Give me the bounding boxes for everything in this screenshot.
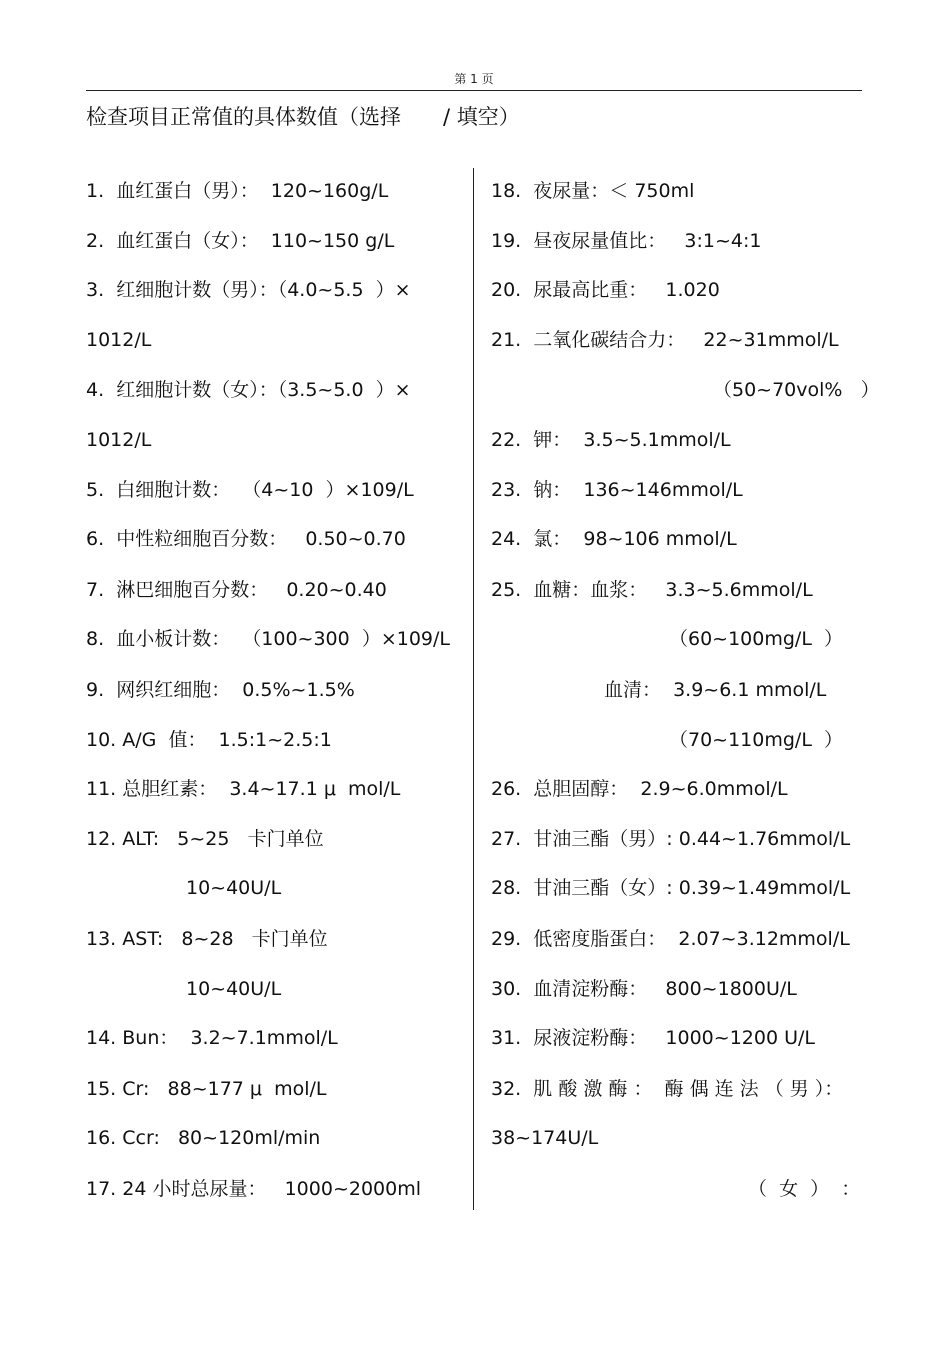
list-item: 25. 血糖：血浆： 3.3~5.6mmol/L: [491, 579, 813, 601]
list-item: 6. 中性粒细胞百分数： 0.50~0.70: [86, 528, 406, 550]
list-item-continuation: （50~70vol% ）: [713, 379, 880, 401]
list-item: 2. 血红蛋白（女）： 110~150 g/L: [86, 230, 395, 252]
column-divider: [473, 168, 474, 1210]
page-number: 第 1 页: [454, 72, 494, 86]
list-item: 31. 尿液淀粉酶： 1000~1200 U/L: [491, 1027, 815, 1049]
list-item: 16. Ccr: 80~120ml/min: [86, 1127, 321, 1149]
list-item: 5. 白细胞计数： （4~10 ）×109/L: [86, 479, 414, 501]
document-title: 检查项目正常值的具体数值（选择 / 填空）: [86, 105, 520, 129]
list-item: 17. 24 小时总尿量： 1000~2000ml: [86, 1178, 422, 1200]
list-item: 32. 肌 酸 激 酶 ： 酶 偶 连 法 （ 男 ）：: [491, 1078, 844, 1100]
list-item-continuation: （70~110mg/L ）: [669, 729, 843, 751]
list-item-continuation: 38~174U/L: [491, 1127, 599, 1149]
list-item: 27. 甘油三酯（男）: 0.44~1.76mmol/L: [491, 828, 851, 850]
list-item: 20. 尿最高比重： 1.020: [491, 279, 720, 301]
page-header: [86, 62, 862, 91]
list-item: 9. 网织红细胞： 0.5%~1.5%: [86, 679, 355, 701]
list-item-continuation: （60~100mg/L ）: [669, 628, 843, 650]
list-item-continuation: 10~40U/L: [186, 877, 282, 899]
list-item: 11. 总胆红素： 3.4~17.1 μ mol/L: [86, 778, 401, 800]
list-item: 29. 低密度脂蛋白： 2.07~3.12mmol/L: [491, 928, 850, 950]
list-item: 18. 夜尿量：＜ 750ml: [491, 180, 695, 202]
list-item-continuation: 10~40U/L: [186, 978, 282, 1000]
list-item: 13. AST: 8~28 卡门单位: [86, 928, 328, 950]
list-item: 19. 昼夜尿量值比： 3:1~4:1: [491, 230, 762, 252]
list-item: 30. 血清淀粉酶： 800~1800U/L: [491, 978, 797, 1000]
list-item-continuation: 血清： 3.9~6.1 mmol/L: [604, 679, 827, 701]
list-item: 4. 红细胞计数（女）：（3.5~5.0 ）×: [86, 379, 411, 401]
list-item: 24. 氯： 98~106 mmol/L: [491, 528, 737, 550]
list-item: 21. 二氧化碳结合力： 22~31mmol/L: [491, 329, 839, 351]
header-rule: [86, 90, 862, 91]
list-item-continuation: 1012/L: [86, 429, 152, 451]
list-item: 1. 血红蛋白（男）： 120~160g/L: [86, 180, 389, 202]
list-item: 22. 钾： 3.5~5.1mmol/L: [491, 429, 731, 451]
list-item: 7. 淋巴细胞百分数： 0.20~0.40: [86, 579, 387, 601]
list-item: 3. 红细胞计数（男）：（4.0~5.5 ）×: [86, 279, 411, 301]
list-item: 14. Bun： 3.2~7.1mmol/L: [86, 1027, 338, 1049]
list-item-continuation: （ 女 ） ：: [748, 1178, 861, 1200]
list-item: 15. Cr: 88~177 μ mol/L: [86, 1078, 327, 1100]
list-item-continuation: 1012/L: [86, 329, 152, 351]
list-item: 10. A/G 值： 1.5:1~2.5:1: [86, 729, 332, 751]
list-item: 12. ALT: 5~25 卡门单位: [86, 828, 324, 850]
list-item: 28. 甘油三酯（女）: 0.39~1.49mmol/L: [491, 877, 851, 899]
list-item: 8. 血小板计数： （100~300 ）×109/L: [86, 628, 450, 650]
list-item: 23. 钠： 136~146mmol/L: [491, 479, 743, 501]
list-item: 26. 总胆固醇： 2.9~6.0mmol/L: [491, 778, 788, 800]
